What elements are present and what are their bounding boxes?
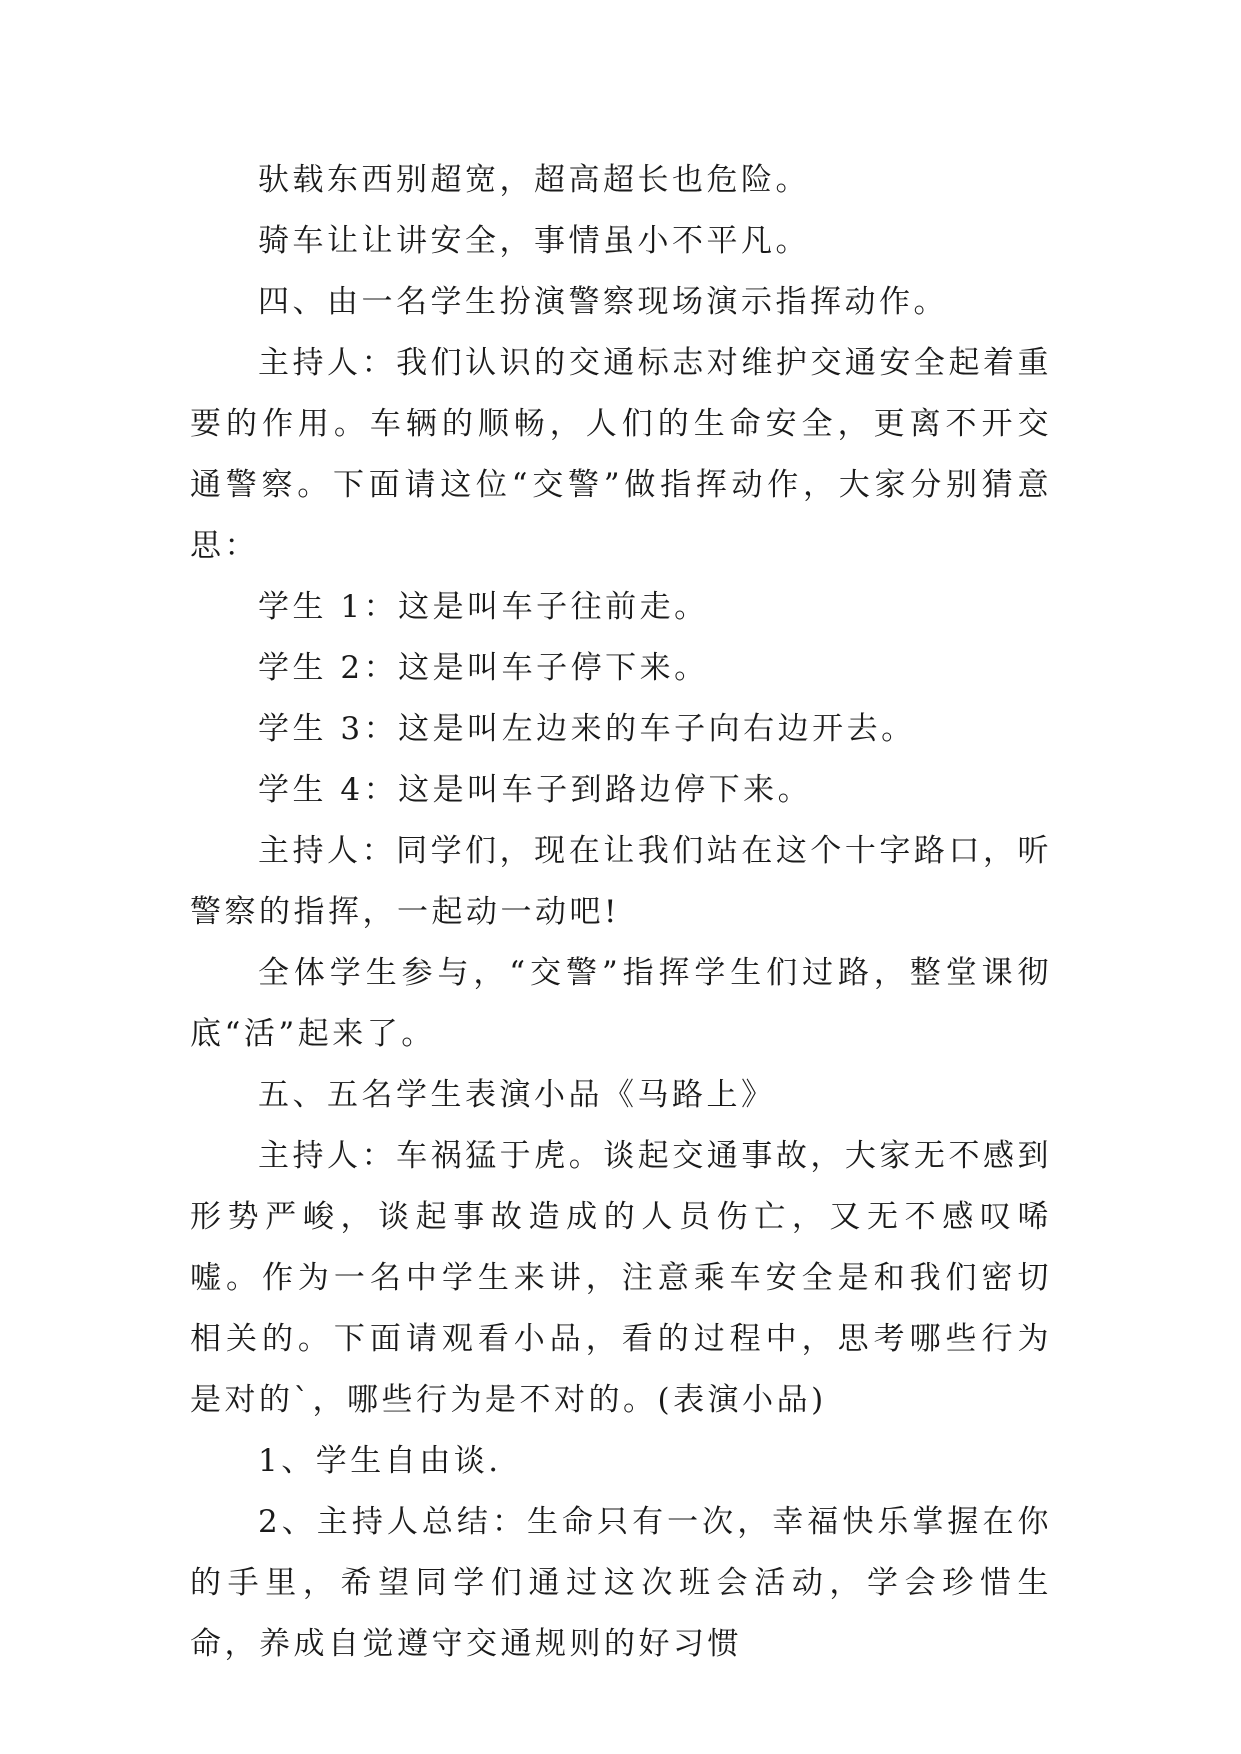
paragraph-student-2: 学生 2：这是叫车子停下来。 xyxy=(258,650,709,686)
paragraph-host-summary: 2、主持人总结：生命只有一次，幸福快乐掌握在你的手里，希望同学们通过这次班会活动，学会珍惜生命，养成自觉遵守交通规则的好习惯 xyxy=(190,1504,1052,1662)
paragraph-student-3: 学生 3：这是叫左边来的车子向右边开去。 xyxy=(258,711,916,747)
paragraph-host-accidents: 主持人：车祸猛于虎。谈起交通事故，大家无不感到形势严峻，谈起事故造成的人员伤亡，又无不感叹唏嘘。作为一名中学生来讲，注意乘车安全是和我们密切相关的。下面请观看小品，看的过程中，思考哪些行为是对的`，哪些行为是不对的。(表演小品) xyxy=(190,1138,1052,1418)
paragraph-student-4: 学生 4：这是叫车子到路边停下来。 xyxy=(258,772,813,808)
paragraph-cycling-rule: 骑车让让讲安全，事情虽小不平凡。 xyxy=(258,223,810,259)
paragraph-host-crossroad: 主持人：同学们，现在让我们站在这个十字路口，听警察的指挥，一起动一动吧! xyxy=(190,833,1052,930)
section-heading-four: 四、由一名学生扮演警察现场演示指挥动作。 xyxy=(258,284,948,320)
paragraph-free-talk: 1、学生自由谈. xyxy=(258,1443,502,1479)
section-heading-five: 五、五名学生表演小品《马路上》 xyxy=(258,1077,776,1113)
paragraph-host-intro-police: 主持人：我们认识的交通标志对维护交通安全起着重要的作用。车辆的顺畅，人们的生命安全，更离不开交通警察。下面请这位“交警”做指挥动作，大家分别猜意思： xyxy=(190,345,1052,564)
document-page xyxy=(190,150,1052,1675)
paragraph-all-students: 全体学生参与，“交警”指挥学生们过路，整堂课彻底“活”起来了。 xyxy=(190,955,1052,1052)
paragraph-cargo-rule: 驮载东西别超宽，超高超长也危险。 xyxy=(258,162,810,198)
paragraph-student-1: 学生 1：这是叫车子往前走。 xyxy=(258,589,709,625)
